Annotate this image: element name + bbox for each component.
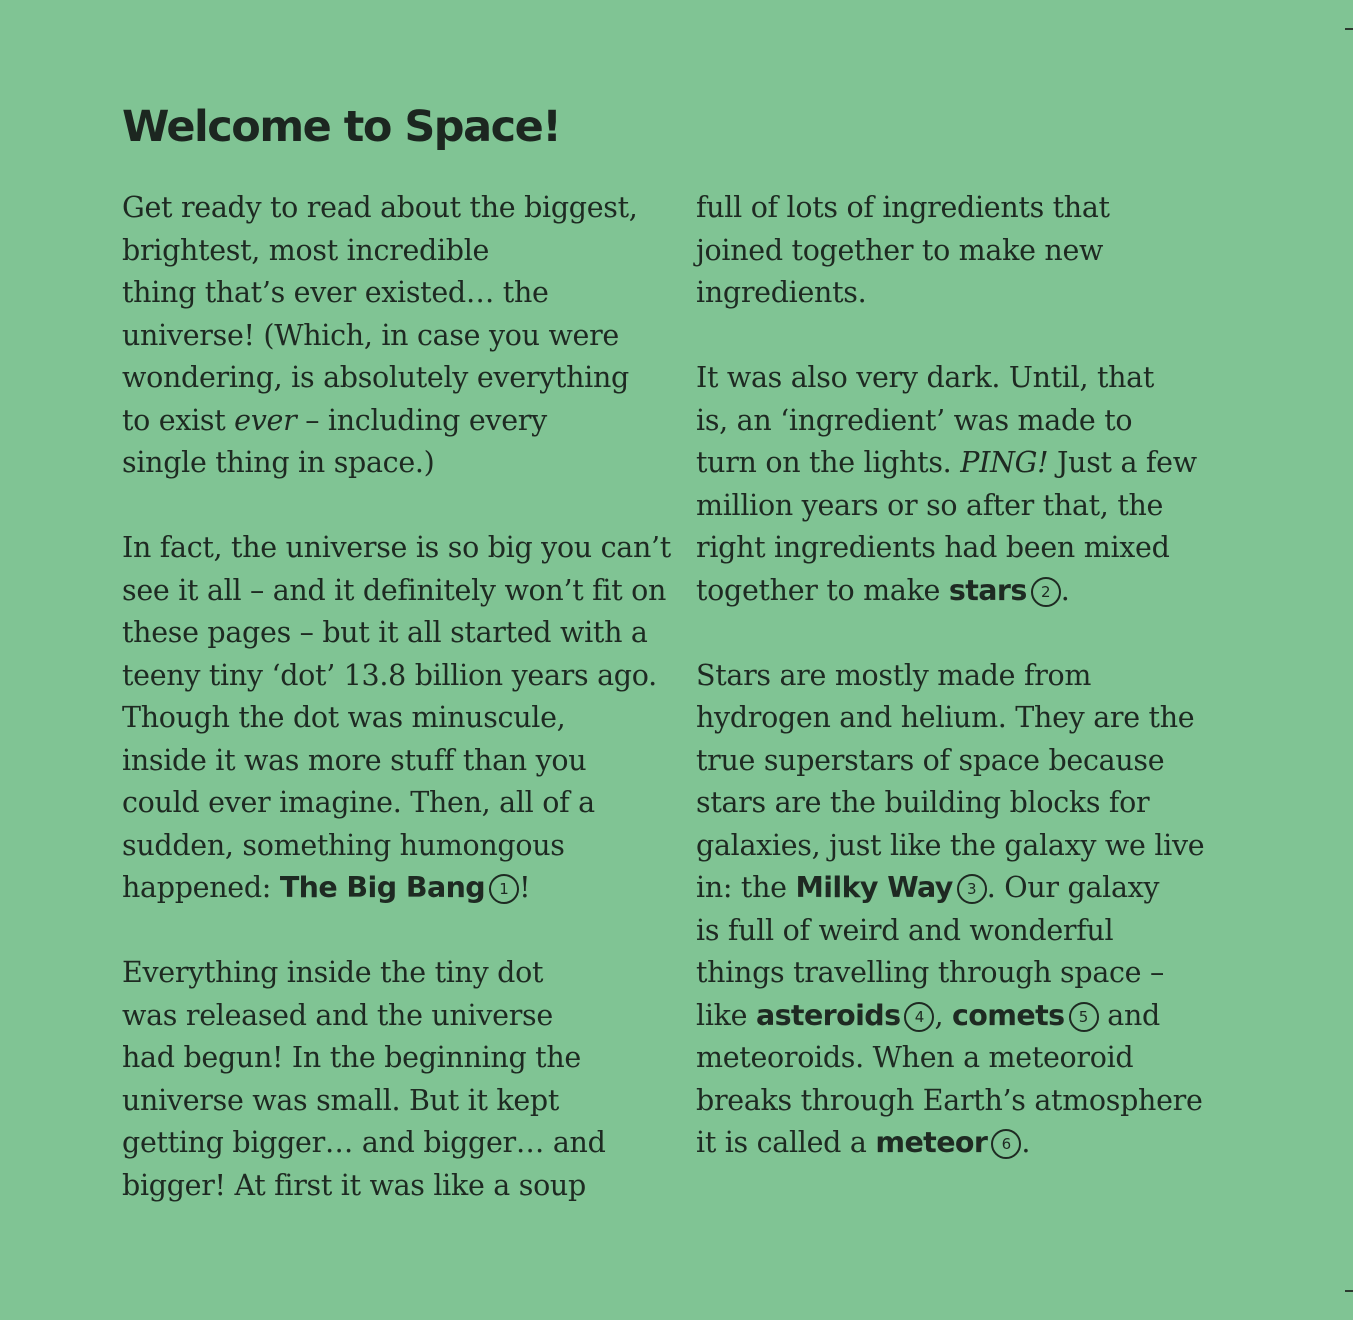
- text-span: in: the: [696, 871, 796, 904]
- keyword-comets: comets: [952, 998, 1065, 1032]
- text-line: universe was small. But it kept: [122, 1083, 560, 1117]
- reference-number-5: 5: [1069, 1002, 1099, 1032]
- text-line: could ever imagine. Then, all of a: [122, 786, 595, 819]
- text-line: bigger! At first it was like a soup: [122, 1168, 586, 1202]
- keyword-big-bang: The Big Bang: [279, 871, 486, 904]
- paragraph-5: [696, 357, 1256, 612]
- text-span: to exist: [122, 403, 235, 437]
- text-line: [696, 995, 1256, 1038]
- keyword-meteor: meteor: [875, 1126, 988, 1159]
- crop-mark: [1345, 28, 1353, 30]
- reference-number-3: 3: [957, 874, 987, 904]
- text-line: [696, 1122, 1256, 1165]
- paragraph-3: [122, 952, 682, 1207]
- text-span: . Our galaxy: [986, 871, 1160, 904]
- text-line: these pages – but it all started with a: [122, 616, 648, 649]
- text-line: hydrogen and helium. They are the: [696, 701, 1195, 734]
- text-line: meteoroids. When a meteoroid: [696, 1041, 1134, 1074]
- text-line: had begun! In the beginning the: [122, 1041, 581, 1074]
- text-line: right ingredients had been mixed: [696, 531, 1170, 564]
- text-line: [696, 867, 1256, 910]
- text-span: ,: [934, 998, 952, 1032]
- text-span: together to make: [696, 573, 949, 607]
- text-span: like: [696, 998, 756, 1032]
- text-line: universe! (Which, in case you were: [122, 318, 619, 352]
- text-span: – including every: [296, 403, 547, 437]
- reference-number-1: 1: [489, 874, 519, 904]
- text-line: Though the dot was minuscule,: [122, 701, 566, 734]
- text-line: [696, 570, 1256, 613]
- text-line: things travelling through space –: [696, 956, 1164, 989]
- text-line: Get ready to read about the biggest,: [122, 191, 638, 224]
- paragraph-2: [122, 527, 682, 910]
- text-line: true superstars of space because: [696, 743, 1165, 777]
- text-line: is full of weird and wonderful: [696, 913, 1114, 947]
- text-line: wondering, is absolutely everything: [122, 361, 629, 394]
- text-span: turn on the lights.: [696, 446, 961, 479]
- left-column: [122, 187, 682, 1207]
- text-line: In fact, the universe is so big you can’t: [122, 531, 671, 564]
- text-line: [122, 400, 682, 443]
- paragraph-4: [696, 187, 1256, 315]
- text-span: .: [1060, 573, 1070, 607]
- right-column: [696, 187, 1256, 1165]
- text-line: sudden, something humongous: [122, 828, 565, 862]
- text-line: Stars are mostly made from: [696, 658, 1092, 692]
- paragraph-gap: [122, 910, 682, 953]
- text-line: teeny tiny ‘dot’ 13.8 billion years ago.: [122, 658, 657, 692]
- text-line: galaxies, just like the galaxy we live: [696, 828, 1205, 862]
- text-line: brightest, most incredible: [122, 233, 490, 267]
- text-line: stars are the building blocks for: [696, 786, 1150, 819]
- reference-number-2: 2: [1031, 577, 1061, 607]
- text-span: !: [519, 871, 531, 904]
- paragraph-1: [122, 187, 682, 485]
- reference-number-6: 6: [991, 1129, 1021, 1159]
- paragraph-gap: [122, 485, 682, 528]
- crop-mark: [1345, 1290, 1353, 1292]
- keyword-asteroids: asteroids: [755, 998, 901, 1032]
- text-line: breaks through Earth’s atmosphere: [696, 1083, 1203, 1117]
- text-line: inside it was more stuff than you: [122, 743, 587, 777]
- text-line: ingredients.: [696, 276, 867, 309]
- text-line: [696, 442, 1256, 485]
- text-line: million years or so after that, the: [696, 488, 1164, 522]
- italic-text: PING!: [960, 446, 1049, 479]
- text-span: and: [1098, 998, 1160, 1032]
- text-span: it is called a: [696, 1126, 876, 1159]
- text-line: see it all – and it definitely won’t fit on: [122, 573, 667, 607]
- paragraph-6: [696, 655, 1256, 1165]
- text-line: Everything inside the tiny dot: [122, 956, 544, 989]
- keyword-milky-way: Milky Way: [795, 871, 953, 904]
- text-line: is, an ‘ingredient’ was made to: [696, 403, 1133, 437]
- text-line: thing that’s ever existed… the: [122, 276, 549, 309]
- text-span: .: [1021, 1126, 1031, 1159]
- page-title: Welcome to Space!: [122, 102, 561, 152]
- keyword-stars: stars: [948, 573, 1027, 607]
- text-line: It was also very dark. Until, that: [696, 361, 1155, 394]
- text-line: joined together to make new: [696, 233, 1104, 267]
- text-line: single thing in space.): [122, 446, 435, 479]
- italic-text: ever: [234, 403, 297, 437]
- text-line: was released and the universe: [122, 998, 553, 1032]
- paragraph-gap: [696, 612, 1256, 655]
- text-line: getting bigger… and bigger… and: [122, 1126, 606, 1159]
- text-span: Just a few: [1048, 446, 1197, 479]
- paragraph-gap: [696, 315, 1256, 358]
- text-line: full of lots of ingredients that: [696, 191, 1110, 224]
- reference-number-4: 4: [904, 1002, 934, 1032]
- text-span: happened:: [122, 871, 280, 904]
- text-line: [122, 867, 682, 910]
